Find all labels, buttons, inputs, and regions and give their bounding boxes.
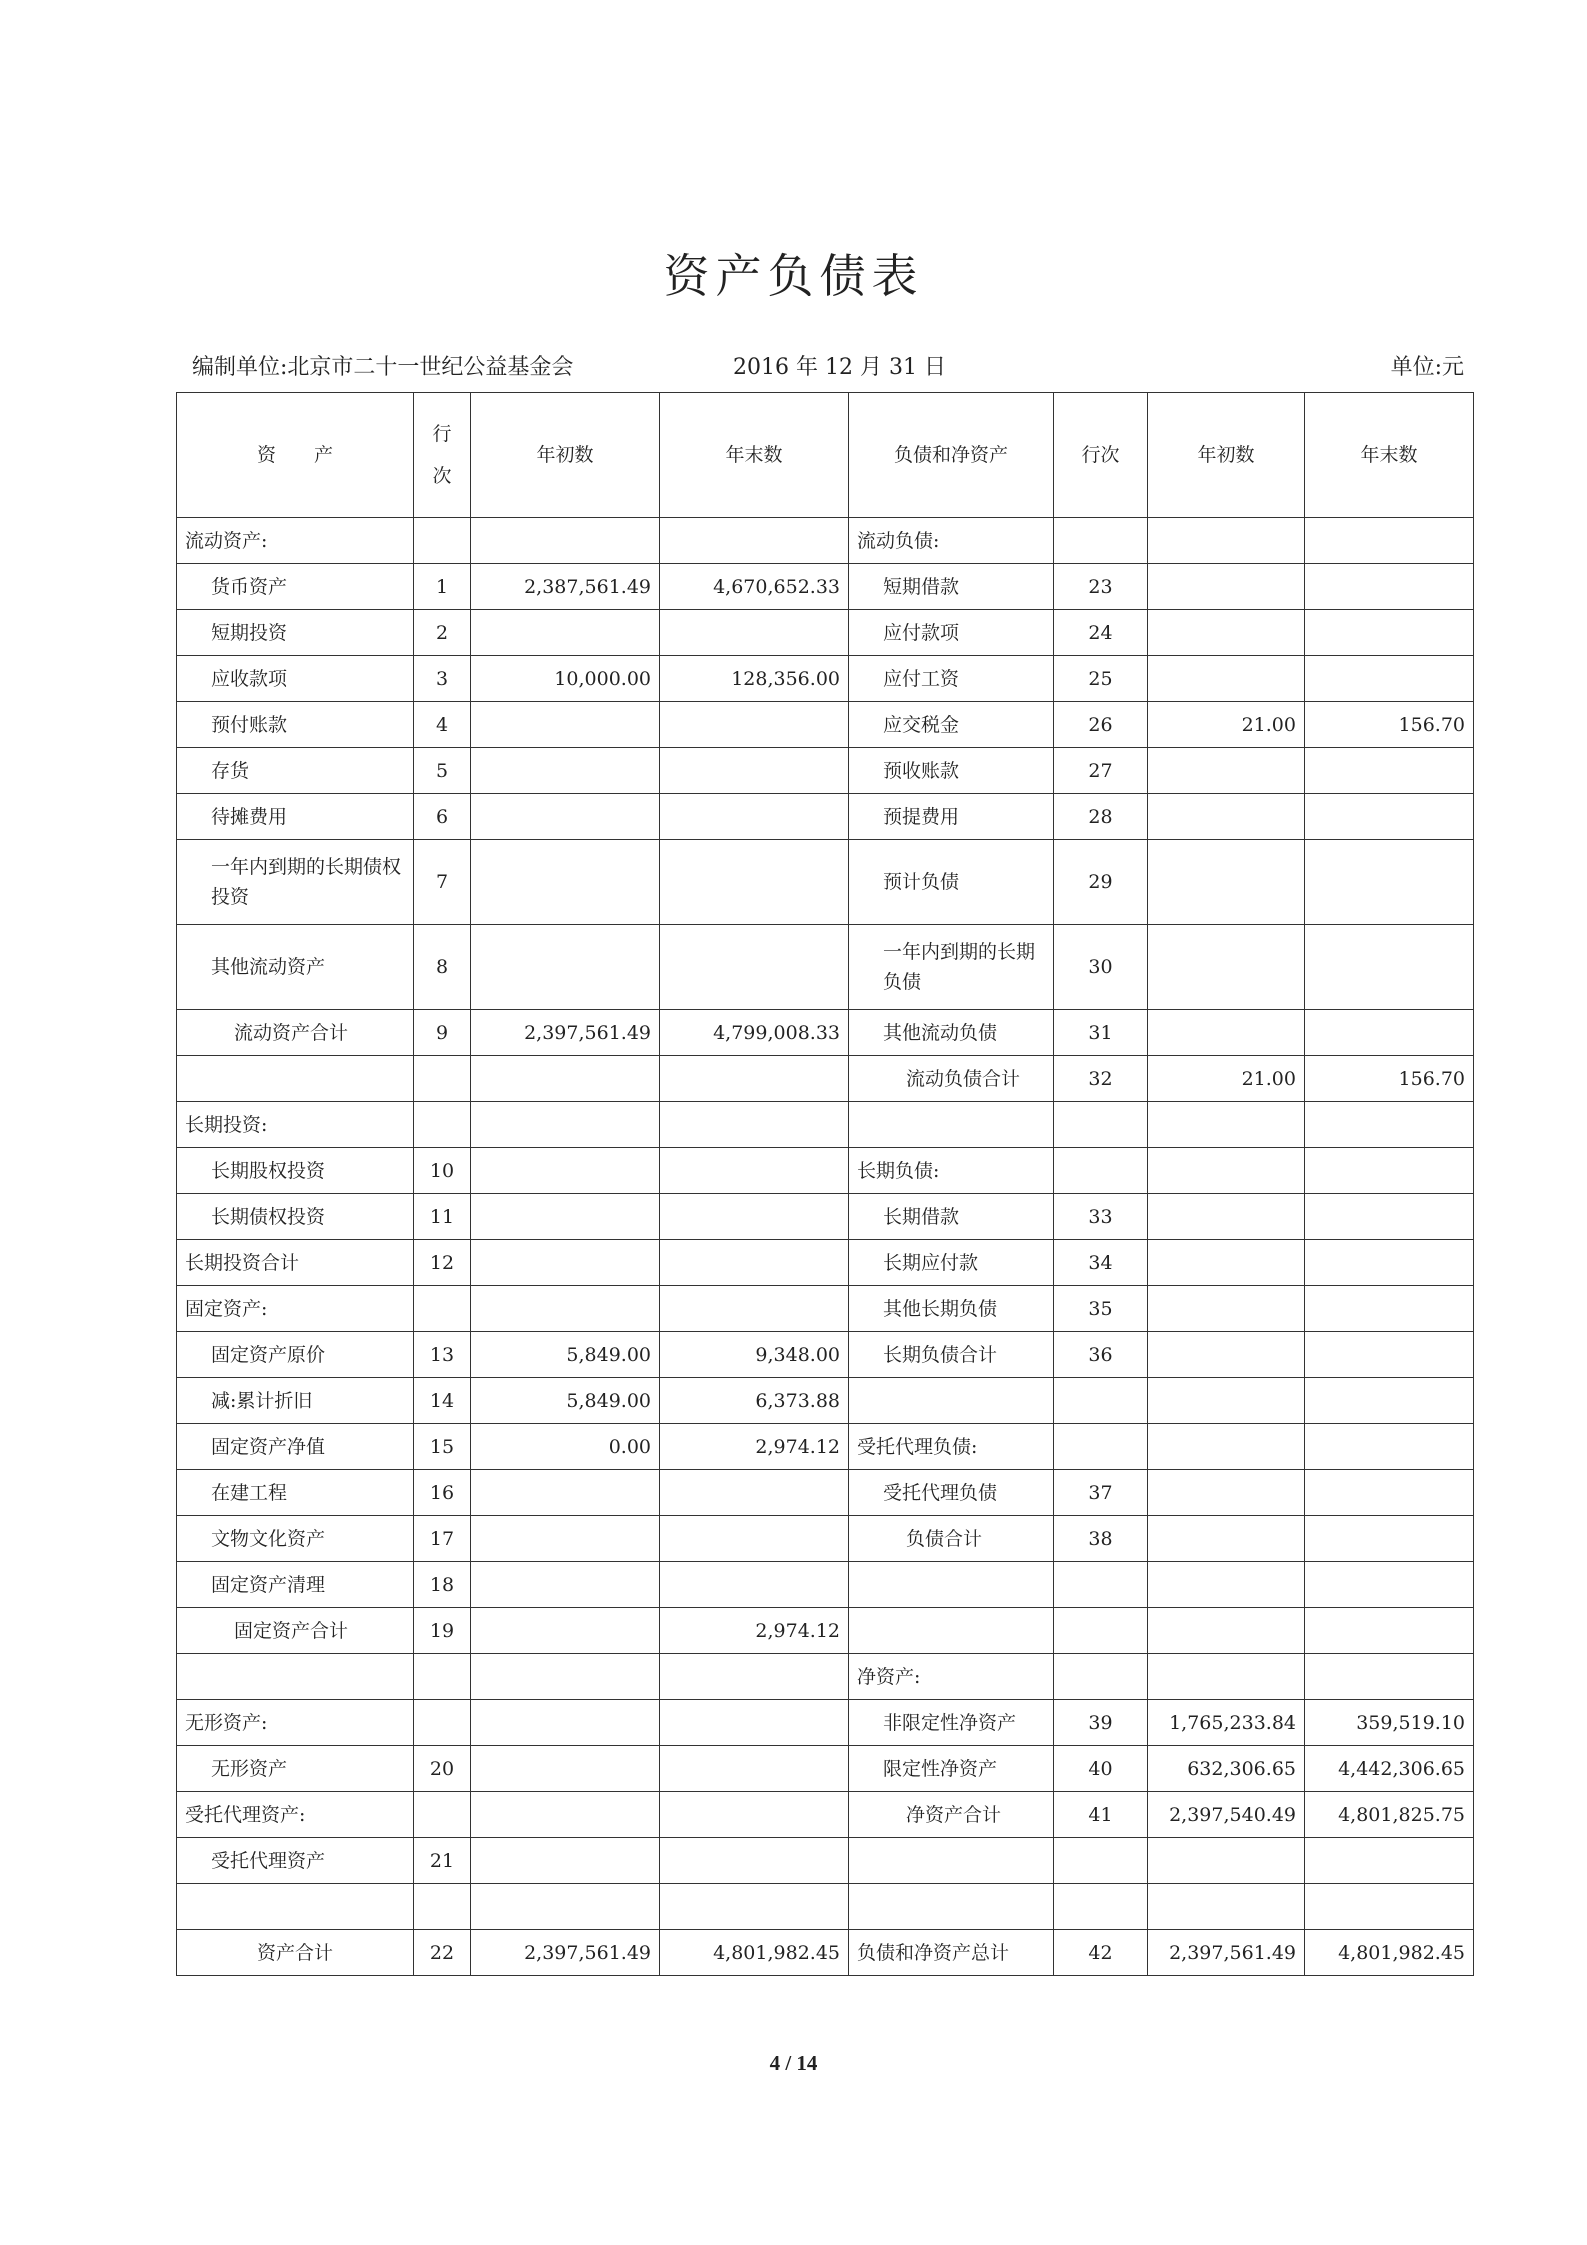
liability-end-value xyxy=(1305,794,1474,840)
asset-name: 资产合计 xyxy=(177,1930,414,1976)
liability-end-value xyxy=(1305,1562,1474,1608)
asset-begin-value xyxy=(471,1148,660,1194)
asset-begin-value xyxy=(471,610,660,656)
asset-name: 减:累计折旧 xyxy=(177,1378,414,1424)
asset-begin-value xyxy=(471,518,660,564)
table-row xyxy=(177,1332,1474,1378)
liability-name: 受托代理负债: xyxy=(849,1424,1054,1470)
table-row xyxy=(177,1930,1474,1976)
liability-end-value: 4,801,825.75 xyxy=(1305,1792,1474,1838)
liability-row-no: 28 xyxy=(1054,794,1148,840)
asset-name: 长期投资: xyxy=(177,1102,414,1148)
liability-name: 负债和净资产总计 xyxy=(849,1930,1054,1976)
asset-end-value xyxy=(660,1654,849,1700)
liability-end-value: 4,801,982.45 xyxy=(1305,1930,1474,1976)
asset-name: 固定资产合计 xyxy=(177,1608,414,1654)
liability-row-no: 39 xyxy=(1054,1700,1148,1746)
asset-name: 短期投资 xyxy=(177,610,414,656)
liability-row-no: 23 xyxy=(1054,564,1148,610)
asset-begin-value: 2,397,561.49 xyxy=(471,1010,660,1056)
asset-end-value xyxy=(660,610,849,656)
asset-begin-value: 5,849.00 xyxy=(471,1332,660,1378)
asset-row-no: 1 xyxy=(414,564,471,610)
report-date: 2016 年 12 月 31 日 xyxy=(733,355,946,380)
asset-begin-value xyxy=(471,1286,660,1332)
asset-end-value xyxy=(660,1194,849,1240)
liability-begin-value xyxy=(1148,1010,1305,1056)
asset-row-no: 19 xyxy=(414,1608,471,1654)
asset-name: 流动资产: xyxy=(177,518,414,564)
table-row xyxy=(177,1470,1474,1516)
table-row xyxy=(177,1424,1474,1470)
liability-row-no: 41 xyxy=(1054,1792,1148,1838)
liability-begin-value xyxy=(1148,1148,1305,1194)
asset-name: 存货 xyxy=(177,748,414,794)
liability-name: 应付工资 xyxy=(849,656,1054,702)
asset-row-no: 17 xyxy=(414,1516,471,1562)
liability-end-value xyxy=(1305,1378,1474,1424)
table-row xyxy=(177,1286,1474,1332)
asset-begin-value xyxy=(471,1884,660,1930)
table-row xyxy=(177,794,1474,840)
liability-row-no: 27 xyxy=(1054,748,1148,794)
asset-begin-value: 10,000.00 xyxy=(471,656,660,702)
asset-begin-value xyxy=(471,1792,660,1838)
asset-end-value xyxy=(660,1792,849,1838)
header-row-no xyxy=(414,393,471,518)
asset-begin-value xyxy=(471,702,660,748)
liability-begin-value xyxy=(1148,840,1305,925)
asset-end-value: 4,799,008.33 xyxy=(660,1010,849,1056)
asset-name: 流动资产合计 xyxy=(177,1010,414,1056)
table-row xyxy=(177,656,1474,702)
liability-name: 应交税金 xyxy=(849,702,1054,748)
liability-row-no: 35 xyxy=(1054,1286,1148,1332)
asset-row-no: 12 xyxy=(414,1240,471,1286)
liability-begin-value xyxy=(1148,1102,1305,1148)
asset-end-value xyxy=(660,1562,849,1608)
page-number: 4 / 14 xyxy=(769,2051,818,2075)
liability-row-no: 29 xyxy=(1054,840,1148,925)
asset-row-no: 8 xyxy=(414,925,471,1010)
asset-row-no: 21 xyxy=(414,1838,471,1884)
asset-name: 无形资产 xyxy=(177,1746,414,1792)
asset-row-no: 3 xyxy=(414,656,471,702)
asset-row-no xyxy=(414,1654,471,1700)
liability-name: 短期借款 xyxy=(849,564,1054,610)
asset-name: 受托代理资产 xyxy=(177,1838,414,1884)
liability-row-no: 33 xyxy=(1054,1194,1148,1240)
asset-name: 长期投资合计 xyxy=(177,1240,414,1286)
asset-end-value: 2,974.12 xyxy=(660,1424,849,1470)
table-row xyxy=(177,1608,1474,1654)
liability-row-no xyxy=(1054,1838,1148,1884)
asset-name: 固定资产: xyxy=(177,1286,414,1332)
liability-name xyxy=(849,1884,1054,1930)
liability-begin-value xyxy=(1148,1654,1305,1700)
asset-begin-value xyxy=(471,925,660,1010)
liability-end-value xyxy=(1305,840,1474,925)
liability-begin-value xyxy=(1148,518,1305,564)
asset-end-value xyxy=(660,702,849,748)
liability-begin-value xyxy=(1148,1470,1305,1516)
liability-begin-value xyxy=(1148,1378,1305,1424)
liability-end-value xyxy=(1305,1010,1474,1056)
asset-begin-value xyxy=(471,1056,660,1102)
liability-name: 净资产: xyxy=(849,1654,1054,1700)
liability-row-no xyxy=(1054,1654,1148,1700)
asset-name xyxy=(177,1654,414,1700)
asset-begin-value xyxy=(471,1654,660,1700)
asset-row-no xyxy=(414,1792,471,1838)
liability-row-no: 42 xyxy=(1054,1930,1148,1976)
asset-begin-value xyxy=(471,1838,660,1884)
table-row xyxy=(177,1516,1474,1562)
asset-begin-value xyxy=(471,1562,660,1608)
asset-name: 预付账款 xyxy=(177,702,414,748)
organization-label: 编制单位:北京市二十一世纪公益基金会 xyxy=(192,355,574,380)
liability-row-no: 38 xyxy=(1054,1516,1148,1562)
liability-end-value xyxy=(1305,1332,1474,1378)
header-end: 年末数 xyxy=(660,393,849,518)
liability-begin-value xyxy=(1148,1240,1305,1286)
asset-name: 在建工程 xyxy=(177,1470,414,1516)
asset-name: 其他流动资产 xyxy=(177,925,414,1010)
liability-name: 长期应付款 xyxy=(849,1240,1054,1286)
liability-row-no xyxy=(1054,1378,1148,1424)
liability-end-value xyxy=(1305,1102,1474,1148)
table-row xyxy=(177,1746,1474,1792)
asset-end-value xyxy=(660,1838,849,1884)
asset-name xyxy=(177,1884,414,1930)
liability-begin-value xyxy=(1148,1286,1305,1332)
asset-end-value xyxy=(660,1700,849,1746)
liability-row-no: 25 xyxy=(1054,656,1148,702)
asset-name xyxy=(177,1056,414,1102)
header-row-no-2: 行次 xyxy=(1054,393,1148,518)
table-row xyxy=(177,1010,1474,1056)
liability-begin-value xyxy=(1148,748,1305,794)
liability-row-no xyxy=(1054,1608,1148,1654)
liability-end-value xyxy=(1305,1240,1474,1286)
header-asset: 资 产 xyxy=(177,393,414,518)
liability-end-value: 4,442,306.65 xyxy=(1305,1746,1474,1792)
asset-end-value xyxy=(660,1516,849,1562)
table-row xyxy=(177,518,1474,564)
table-row xyxy=(177,702,1474,748)
liability-begin-value xyxy=(1148,656,1305,702)
liability-row-no: 37 xyxy=(1054,1470,1148,1516)
liability-end-value xyxy=(1305,925,1474,1010)
liability-end-value xyxy=(1305,1884,1474,1930)
asset-end-value xyxy=(660,1056,849,1102)
asset-row-no: 4 xyxy=(414,702,471,748)
liability-begin-value: 1,765,233.84 xyxy=(1148,1700,1305,1746)
asset-row-no: 6 xyxy=(414,794,471,840)
asset-end-value xyxy=(660,1286,849,1332)
liability-name: 净资产合计 xyxy=(849,1792,1054,1838)
table-row xyxy=(177,1240,1474,1286)
liability-begin-value xyxy=(1148,1332,1305,1378)
asset-begin-value xyxy=(471,1608,660,1654)
liability-row-no xyxy=(1054,518,1148,564)
liability-name: 负债合计 xyxy=(849,1516,1054,1562)
table-row xyxy=(177,840,1474,925)
liability-row-no: 40 xyxy=(1054,1746,1148,1792)
table-row xyxy=(177,1056,1474,1102)
liability-name: 长期负债合计 xyxy=(849,1332,1054,1378)
liability-name: 受托代理负债 xyxy=(849,1470,1054,1516)
liability-name xyxy=(849,1102,1054,1148)
liability-row-no: 24 xyxy=(1054,610,1148,656)
asset-begin-value xyxy=(471,1746,660,1792)
table-header-row xyxy=(177,393,1474,518)
asset-end-value: 128,356.00 xyxy=(660,656,849,702)
asset-row-no: 15 xyxy=(414,1424,471,1470)
asset-begin-value xyxy=(471,1700,660,1746)
asset-name: 固定资产原价 xyxy=(177,1332,414,1378)
liability-begin-value: 632,306.65 xyxy=(1148,1746,1305,1792)
header-end-2: 年末数 xyxy=(1305,393,1474,518)
asset-row-no: 14 xyxy=(414,1378,471,1424)
table-row xyxy=(177,1194,1474,1240)
liability-end-value xyxy=(1305,1838,1474,1884)
asset-end-value: 4,801,982.45 xyxy=(660,1930,849,1976)
liability-row-no xyxy=(1054,1562,1148,1608)
liability-name: 流动负债合计 xyxy=(849,1056,1054,1102)
asset-end-value xyxy=(660,748,849,794)
table-row xyxy=(177,1884,1474,1930)
liability-end-value xyxy=(1305,564,1474,610)
asset-begin-value xyxy=(471,1102,660,1148)
header-liability: 负债和净资产 xyxy=(849,393,1054,518)
liability-row-no xyxy=(1054,1424,1148,1470)
asset-row-no: 22 xyxy=(414,1930,471,1976)
liability-row-no xyxy=(1054,1148,1148,1194)
liability-end-value xyxy=(1305,518,1474,564)
asset-end-value xyxy=(660,1102,849,1148)
liability-end-value xyxy=(1305,1194,1474,1240)
liability-name: 一年内到期的长期负债 xyxy=(849,925,1054,1010)
asset-row-no xyxy=(414,1056,471,1102)
liability-end-value xyxy=(1305,748,1474,794)
liability-begin-value xyxy=(1148,1562,1305,1608)
liability-name: 限定性净资产 xyxy=(849,1746,1054,1792)
header-begin: 年初数 xyxy=(471,393,660,518)
liability-begin-value: 2,397,540.49 xyxy=(1148,1792,1305,1838)
asset-name: 长期股权投资 xyxy=(177,1148,414,1194)
liability-row-no xyxy=(1054,1884,1148,1930)
asset-end-value xyxy=(660,1148,849,1194)
liability-name xyxy=(849,1608,1054,1654)
liability-name: 长期借款 xyxy=(849,1194,1054,1240)
asset-begin-value: 2,387,561.49 xyxy=(471,564,660,610)
liability-begin-value xyxy=(1148,1608,1305,1654)
header-row-no-bottom: 次 xyxy=(432,465,452,487)
asset-row-no: 5 xyxy=(414,748,471,794)
liability-end-value xyxy=(1305,1148,1474,1194)
balance-sheet-table xyxy=(176,392,1474,1976)
liability-name: 非限定性净资产 xyxy=(849,1700,1054,1746)
header-begin-2: 年初数 xyxy=(1148,393,1305,518)
asset-name: 待摊费用 xyxy=(177,794,414,840)
asset-end-value xyxy=(660,925,849,1010)
table-row xyxy=(177,1148,1474,1194)
liability-row-no: 26 xyxy=(1054,702,1148,748)
liability-begin-value: 21.00 xyxy=(1148,1056,1305,1102)
asset-end-value xyxy=(660,1470,849,1516)
asset-row-no: 9 xyxy=(414,1010,471,1056)
asset-row-no xyxy=(414,518,471,564)
liability-end-value: 156.70 xyxy=(1305,702,1474,748)
liability-begin-value xyxy=(1148,1194,1305,1240)
table-row xyxy=(177,1102,1474,1148)
asset-begin-value: 5,849.00 xyxy=(471,1378,660,1424)
asset-begin-value: 2,397,561.49 xyxy=(471,1930,660,1976)
asset-row-no: 20 xyxy=(414,1746,471,1792)
asset-row-no: 10 xyxy=(414,1148,471,1194)
liability-name: 其他流动负债 xyxy=(849,1010,1054,1056)
liability-begin-value xyxy=(1148,1516,1305,1562)
asset-name: 固定资产净值 xyxy=(177,1424,414,1470)
asset-end-value: 9,348.00 xyxy=(660,1332,849,1378)
asset-begin-value xyxy=(471,794,660,840)
liability-begin-value xyxy=(1148,1838,1305,1884)
asset-row-no: 11 xyxy=(414,1194,471,1240)
asset-name: 长期债权投资 xyxy=(177,1194,414,1240)
asset-row-no: 7 xyxy=(414,840,471,925)
asset-end-value xyxy=(660,518,849,564)
liability-name xyxy=(849,1562,1054,1608)
asset-name: 一年内到期的长期债权投资 xyxy=(177,840,414,925)
table-row xyxy=(177,1838,1474,1884)
asset-row-no xyxy=(414,1700,471,1746)
liability-end-value xyxy=(1305,1654,1474,1700)
liability-name xyxy=(849,1838,1054,1884)
liability-row-no: 34 xyxy=(1054,1240,1148,1286)
asset-begin-value xyxy=(471,1240,660,1286)
liability-end-value: 359,519.10 xyxy=(1305,1700,1474,1746)
table-row xyxy=(177,1792,1474,1838)
liability-begin-value xyxy=(1148,1424,1305,1470)
header-row-no-top: 行 xyxy=(432,423,452,445)
liability-name: 预计负债 xyxy=(849,840,1054,925)
table-row xyxy=(177,610,1474,656)
table-row xyxy=(177,1378,1474,1424)
liability-row-no: 36 xyxy=(1054,1332,1148,1378)
liability-row-no: 30 xyxy=(1054,925,1148,1010)
asset-end-value: 4,670,652.33 xyxy=(660,564,849,610)
asset-begin-value xyxy=(471,1470,660,1516)
liability-name: 长期负债: xyxy=(849,1148,1054,1194)
liability-begin-value xyxy=(1148,610,1305,656)
asset-name: 应收款项 xyxy=(177,656,414,702)
asset-end-value xyxy=(660,1746,849,1792)
page-title: 资产负债表 xyxy=(663,249,924,303)
asset-name: 无形资产: xyxy=(177,1700,414,1746)
liability-row-no: 32 xyxy=(1054,1056,1148,1102)
liability-name: 流动负债: xyxy=(849,518,1054,564)
asset-begin-value xyxy=(471,1516,660,1562)
asset-name: 固定资产清理 xyxy=(177,1562,414,1608)
table-row xyxy=(177,925,1474,1010)
asset-row-no xyxy=(414,1884,471,1930)
table-row xyxy=(177,1654,1474,1700)
liability-end-value xyxy=(1305,1424,1474,1470)
liability-row-no xyxy=(1054,1102,1148,1148)
asset-end-value xyxy=(660,1884,849,1930)
liability-name: 预收账款 xyxy=(849,748,1054,794)
liability-end-value xyxy=(1305,610,1474,656)
asset-end-value xyxy=(660,794,849,840)
liability-end-value xyxy=(1305,1470,1474,1516)
asset-end-value xyxy=(660,840,849,925)
table-row xyxy=(177,1562,1474,1608)
asset-begin-value: 0.00 xyxy=(471,1424,660,1470)
liability-end-value: 156.70 xyxy=(1305,1056,1474,1102)
liability-end-value xyxy=(1305,656,1474,702)
asset-end-value xyxy=(660,1240,849,1286)
currency-unit: 单位:元 xyxy=(1390,355,1464,380)
liability-begin-value: 2,397,561.49 xyxy=(1148,1930,1305,1976)
liability-name xyxy=(849,1378,1054,1424)
asset-end-value: 6,373.88 xyxy=(660,1378,849,1424)
liability-name: 应付款项 xyxy=(849,610,1054,656)
asset-begin-value xyxy=(471,840,660,925)
asset-row-no xyxy=(414,1286,471,1332)
asset-row-no: 2 xyxy=(414,610,471,656)
asset-row-no: 13 xyxy=(414,1332,471,1378)
asset-name: 文物文化资产 xyxy=(177,1516,414,1562)
asset-end-value: 2,974.12 xyxy=(660,1608,849,1654)
table-row xyxy=(177,748,1474,794)
liability-name: 预提费用 xyxy=(849,794,1054,840)
table-row xyxy=(177,1700,1474,1746)
asset-begin-value xyxy=(471,748,660,794)
table-row xyxy=(177,564,1474,610)
liability-end-value xyxy=(1305,1608,1474,1654)
liability-row-no: 31 xyxy=(1054,1010,1148,1056)
asset-row-no xyxy=(414,1102,471,1148)
liability-begin-value xyxy=(1148,1884,1305,1930)
liability-begin-value: 21.00 xyxy=(1148,702,1305,748)
asset-begin-value xyxy=(471,1194,660,1240)
liability-begin-value xyxy=(1148,925,1305,1010)
liability-begin-value xyxy=(1148,564,1305,610)
liability-end-value xyxy=(1305,1286,1474,1332)
liability-end-value xyxy=(1305,1516,1474,1562)
asset-name: 货币资产 xyxy=(177,564,414,610)
asset-name: 受托代理资产: xyxy=(177,1792,414,1838)
asset-row-no: 16 xyxy=(414,1470,471,1516)
liability-begin-value xyxy=(1148,794,1305,840)
asset-row-no: 18 xyxy=(414,1562,471,1608)
liability-name: 其他长期负债 xyxy=(849,1286,1054,1332)
